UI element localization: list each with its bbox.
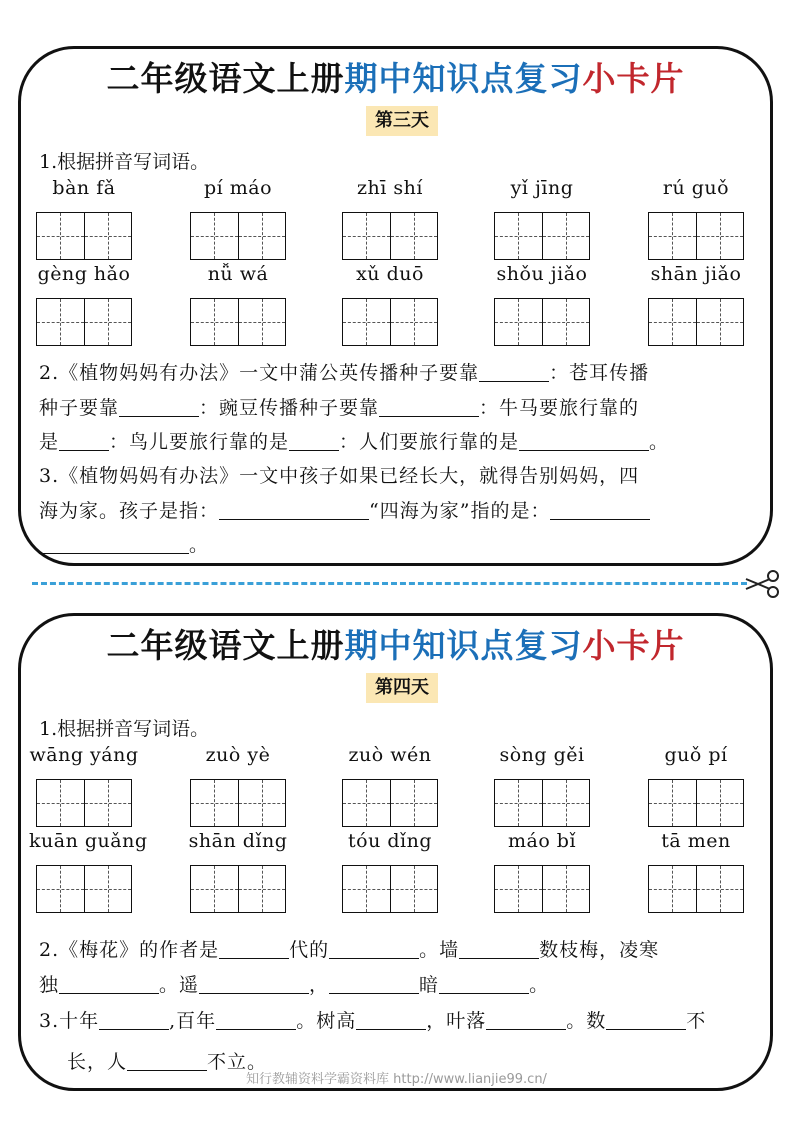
tianzige-cell[interactable] — [649, 213, 696, 259]
tianzige-box[interactable] — [190, 865, 286, 913]
tianzige-box[interactable] — [342, 212, 438, 260]
answer-blank[interactable] — [289, 427, 339, 451]
pinyin-label: bàn fǎ — [52, 177, 116, 199]
cut-line — [32, 582, 747, 585]
tianzige-cell[interactable] — [343, 780, 390, 826]
tianzige-box[interactable] — [648, 779, 744, 827]
tianzige-cell[interactable] — [649, 780, 696, 826]
pinyin-label: shān jiǎo — [650, 263, 742, 285]
pinyin-label: yǐ jīng — [510, 177, 574, 199]
tianzige-cell[interactable] — [343, 213, 390, 259]
tianzige-cell[interactable] — [238, 213, 286, 259]
tianzige-box[interactable] — [342, 779, 438, 827]
tianzige-cell[interactable] — [696, 866, 744, 912]
answer-blank[interactable] — [550, 496, 650, 520]
tianzige-box[interactable] — [190, 779, 286, 827]
tianzige-cell[interactable] — [37, 780, 84, 826]
tianzige-cell[interactable] — [343, 299, 390, 345]
answer-blank[interactable] — [459, 935, 539, 959]
answer-blank[interactable] — [219, 935, 289, 959]
tianzige-cell[interactable] — [542, 299, 590, 345]
tianzige-cell[interactable] — [191, 213, 238, 259]
pinyin-label: sòng gěi — [499, 744, 585, 766]
tianzige-cell[interactable] — [238, 780, 286, 826]
answer-blank[interactable] — [59, 970, 159, 994]
tianzige-cell[interactable] — [238, 299, 286, 345]
answer-blank[interactable] — [486, 1006, 566, 1030]
pinyin-label: zuò yè — [205, 744, 271, 766]
tianzige-cell[interactable] — [649, 299, 696, 345]
tianzige-box[interactable] — [648, 212, 744, 260]
tianzige-cell[interactable] — [495, 866, 542, 912]
tianzige-box[interactable] — [36, 779, 132, 827]
answer-blank[interactable] — [356, 1006, 426, 1030]
tianzige-cell[interactable] — [191, 299, 238, 345]
review-card-day-4 — [18, 613, 773, 1091]
day-badge: 第三天 — [366, 106, 438, 136]
pinyin-label: tā men — [661, 830, 731, 852]
tianzige-cell[interactable] — [495, 299, 542, 345]
question-3: 3.《植物妈妈有办法》一文中孩子如果已经长大，就得告别妈妈，四 海为家。孩子是指： “四海为家”指的是： 。 — [39, 459, 756, 563]
tianzige-cell[interactable] — [37, 299, 84, 345]
tianzige-box[interactable] — [648, 298, 744, 346]
tianzige-box[interactable] — [494, 779, 590, 827]
review-card-day-3 — [18, 46, 773, 566]
pinyin-label: zuò wén — [348, 744, 432, 766]
tianzige-cell[interactable] — [390, 780, 438, 826]
day-badge: 第四天 — [366, 673, 438, 703]
answer-blank[interactable] — [519, 427, 649, 451]
answer-blank[interactable] — [199, 970, 309, 994]
tianzige-cell[interactable] — [84, 213, 132, 259]
tianzige-box[interactable] — [494, 298, 590, 346]
pinyin-label: wāng yáng — [29, 744, 139, 766]
tianzige-box[interactable] — [342, 298, 438, 346]
pinyin-label: shān dǐng — [188, 830, 288, 852]
answer-blank[interactable] — [439, 970, 529, 994]
tianzige-cell[interactable] — [542, 213, 590, 259]
tianzige-box[interactable] — [648, 865, 744, 913]
tianzige-cell[interactable] — [37, 866, 84, 912]
answer-blank[interactable] — [479, 358, 549, 382]
question-1-heading: 1.根据拼音写词语。 — [39, 718, 210, 740]
tianzige-cell[interactable] — [696, 299, 744, 345]
tianzige-cell[interactable] — [696, 780, 744, 826]
tianzige-cell[interactable] — [84, 780, 132, 826]
watermark: 知行教辅资料学霸资料库 http://www.lianjie99.cn/ — [246, 1072, 547, 1087]
tianzige-box[interactable] — [494, 212, 590, 260]
tianzige-cell[interactable] — [191, 780, 238, 826]
tianzige-box[interactable] — [190, 212, 286, 260]
tianzige-cell[interactable] — [191, 866, 238, 912]
tianzige-cell[interactable] — [495, 213, 542, 259]
tianzige-cell[interactable] — [84, 866, 132, 912]
pinyin-label: shǒu jiǎo — [496, 263, 588, 285]
answer-blank[interactable] — [39, 530, 189, 554]
pinyin-label: guǒ pí — [664, 744, 728, 766]
tianzige-box[interactable] — [36, 212, 132, 260]
card-title: 二年级语文上册期中知识点复习小卡片 — [106, 59, 685, 98]
tianzige-cell[interactable] — [542, 780, 590, 826]
tianzige-cell[interactable] — [390, 866, 438, 912]
scissors-icon — [744, 568, 780, 600]
pinyin-label: nǚ wá — [207, 263, 269, 285]
answer-blank[interactable] — [219, 496, 369, 520]
answer-blank[interactable] — [127, 1047, 207, 1071]
tianzige-cell[interactable] — [343, 866, 390, 912]
answer-blank[interactable] — [329, 970, 419, 994]
pinyin-label: tóu dǐng — [348, 830, 432, 852]
tianzige-cell[interactable] — [37, 213, 84, 259]
tianzige-cell[interactable] — [84, 299, 132, 345]
tianzige-box[interactable] — [494, 865, 590, 913]
tianzige-box[interactable] — [342, 865, 438, 913]
answer-blank[interactable] — [606, 1006, 686, 1030]
pinyin-label: zhī shí — [357, 177, 423, 199]
question-1-heading: 1.根据拼音写词语。 — [39, 151, 210, 173]
question-2: 2.《梅花》的作者是 代的 。墙 数枝梅，凌寒 独 。遥 ， 暗 。 — [39, 933, 756, 1002]
answer-blank[interactable] — [59, 427, 109, 451]
tianzige-box[interactable] — [190, 298, 286, 346]
pinyin-label: rú guǒ — [662, 177, 730, 199]
question-3: 3.十年 ,百年 。树高 ，叶落 。数 不 长，人 不立。 — [39, 1004, 756, 1079]
tianzige-cell[interactable] — [542, 866, 590, 912]
card-title: 二年级语文上册期中知识点复习小卡片 — [106, 626, 685, 665]
tianzige-cell[interactable] — [390, 213, 438, 259]
pinyin-label: gèng hǎo — [37, 263, 131, 285]
tianzige-cell[interactable] — [649, 866, 696, 912]
tianzige-box[interactable] — [36, 865, 132, 913]
question-2: 2.《植物妈妈有办法》一文中蒲公英传播种子要靠 ：苍耳传播 种子要靠 ：豌豆传播种子要靠 ：牛马要旅行靠的 是 ：鸟儿要旅行靠的是 ：人们要旅行靠的是 。 — [39, 356, 756, 460]
pinyin-label: máo bǐ — [507, 830, 577, 852]
tianzige-cell[interactable] — [696, 213, 744, 259]
pinyin-label: xǔ duō — [356, 263, 424, 285]
tianzige-box[interactable] — [36, 298, 132, 346]
pinyin-label: kuān guǎng — [29, 830, 148, 852]
answer-blank[interactable] — [216, 1006, 296, 1030]
tianzige-cell[interactable] — [495, 780, 542, 826]
pinyin-label: pí máo — [203, 177, 273, 199]
answer-blank[interactable] — [379, 393, 479, 417]
tianzige-cell[interactable] — [390, 299, 438, 345]
tianzige-cell[interactable] — [238, 866, 286, 912]
answer-blank[interactable] — [119, 393, 199, 417]
answer-blank[interactable] — [99, 1006, 169, 1030]
answer-blank[interactable] — [329, 935, 419, 959]
